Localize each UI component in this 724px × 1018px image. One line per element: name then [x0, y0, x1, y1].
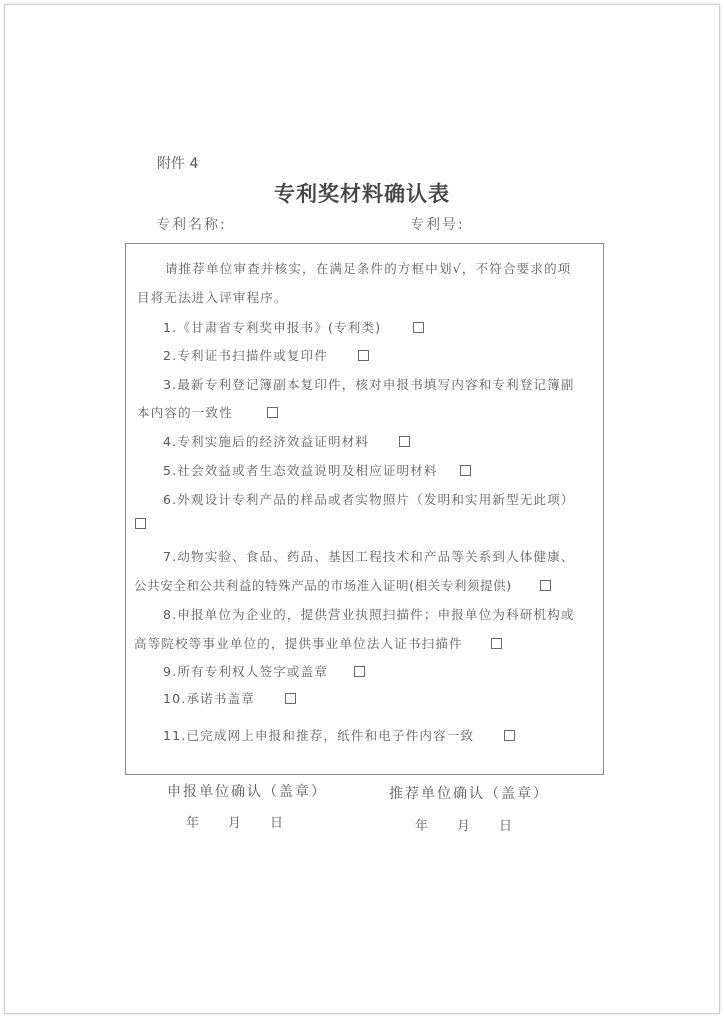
checklist-item-6-cont — [135, 516, 146, 531]
applicant-confirm-label: 申报单位确认（盖章） — [167, 784, 327, 800]
checkbox-item-6[interactable] — [135, 518, 146, 529]
checklist-item-10 — [163, 689, 296, 707]
checklist-item-6: 6.外观设计专利产品的样品或者实物照片（发明和实用新型无此项） — [163, 492, 575, 507]
checkbox-item-8[interactable] — [491, 638, 502, 649]
checklist-item-label: 5.社会效益或者生态效益说明及相应证明材料 — [163, 463, 438, 478]
checkbox-item-9[interactable] — [354, 666, 365, 677]
checkbox-item-10[interactable] — [285, 693, 296, 704]
checklist-item-1 — [163, 318, 424, 336]
applicant-date — [186, 812, 312, 831]
checkbox-item-11[interactable] — [504, 730, 515, 741]
instruction-line-1: 请推荐单位审查并核实，在满足条件的方框中划√，不符合要求的项 — [165, 261, 572, 276]
checklist-item-3-cont — [137, 403, 278, 421]
checkbox-item-2[interactable] — [358, 350, 369, 361]
year-label: 年 — [415, 819, 429, 834]
instruction-line-2: 目将无法进入评审程序。 — [137, 290, 288, 305]
attachment-label: 附件 4 — [157, 156, 199, 172]
checklist-item-label: 高等院校等事业单位的，提供事业单位法人证书扫描件 — [134, 636, 463, 651]
patent-name-label: 专利名称: — [156, 217, 227, 233]
recommender-confirm-label: 推荐单位确认（盖章） — [389, 786, 549, 802]
checklist-item-7-cont — [134, 576, 551, 594]
recommender-date — [415, 815, 541, 834]
checklist-item-label: 11.已完成网上申报和推荐，纸件和电子件内容一致 — [163, 728, 475, 743]
month-label: 月 — [228, 816, 242, 831]
checklist-item-5 — [163, 461, 471, 479]
day-label: 日 — [499, 819, 513, 834]
checkbox-item-1[interactable] — [413, 322, 424, 333]
checklist-item-2 — [163, 346, 369, 364]
day-label: 日 — [270, 816, 284, 831]
checklist-item-8: 8.申报单位为企业的，提供营业执照扫描件；申报单位为科研机构或 — [163, 607, 575, 622]
checklist-item-3: 3.最新专利登记簿副本复印件，核对申报书填写内容和专利登记簿副 — [163, 377, 575, 392]
checklist-item-label: 2.专利证书扫描件或复印件 — [163, 348, 329, 363]
checklist-item-label: 本内容的一致性 — [137, 405, 233, 420]
checklist-item-4 — [163, 432, 410, 450]
month-label: 月 — [457, 819, 471, 834]
page-title: 专利奖材料确认表 — [274, 181, 450, 206]
checklist-item-label: 9.所有专利权人签字或盖章 — [163, 664, 329, 679]
checklist-item-11 — [163, 726, 515, 744]
checklist-item-8-cont — [134, 634, 502, 652]
checklist-item-7: 7.动物实验、食品、药品、基因工程技术和产品等关系到人体健康、 — [163, 549, 575, 564]
checklist-item-label: 10.承诺书盖章 — [163, 691, 255, 706]
checklist-item-9 — [163, 662, 365, 680]
checkbox-item-4[interactable] — [399, 436, 410, 447]
checkbox-item-7[interactable] — [540, 580, 551, 591]
checklist-item-label: 4.专利实施后的经济效益证明材料 — [163, 434, 370, 449]
year-label: 年 — [186, 816, 200, 831]
checkbox-item-3[interactable] — [267, 407, 278, 418]
patent-number-label: 专利号: — [410, 217, 465, 233]
checklist-item-label: 公共安全和公共利益的特殊产品的市场准入证明(相关专利须提供) — [134, 578, 512, 593]
checklist-item-label: 1.《甘肃省专利奖申报书》(专利类) — [163, 320, 382, 335]
checkbox-item-5[interactable] — [460, 465, 471, 476]
